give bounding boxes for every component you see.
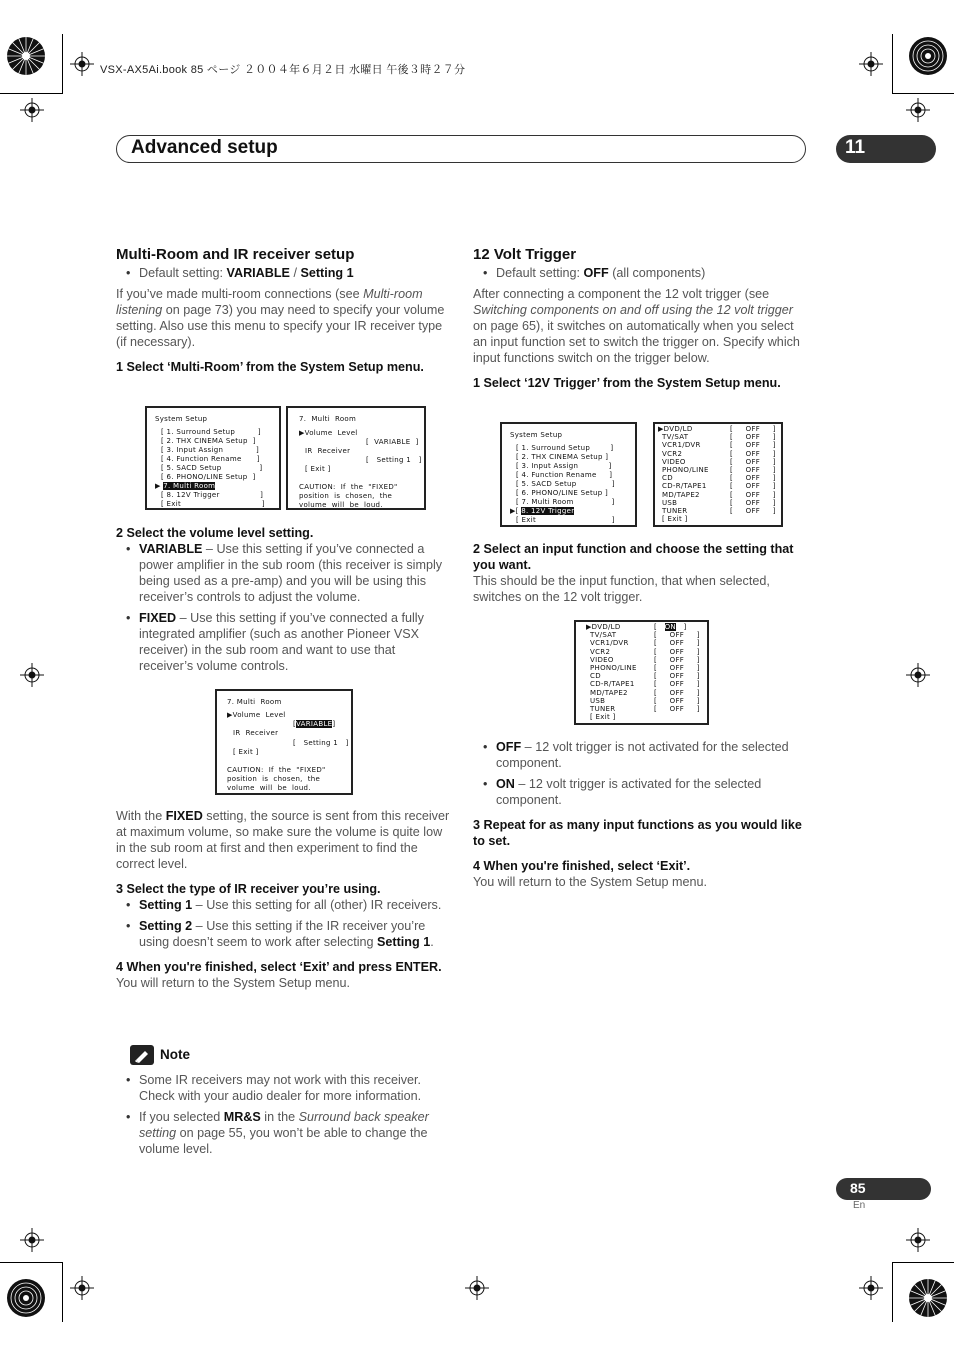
osd-menu-item: [ Exit ] <box>516 516 615 524</box>
intro-paragraph: If you’ve made multi-room connections (see Multi-room listening on page 73) you may need to specify your volume setting. Also use this menu to specify your IR receiver type (if necessary). <box>116 287 445 349</box>
osd-input-value: [ OFF ] <box>730 466 776 474</box>
osd-menu-item: [ 5. SACD Setup ] <box>516 480 615 488</box>
osd-menu-item: [ 3. Input Assign ] <box>161 446 260 454</box>
crop-circle-top-right <box>906 34 950 78</box>
osd-input-name: TV/SAT <box>662 433 689 442</box>
left-column <box>116 246 450 375</box>
step-4: 4 When you're finished, select ‘Exit’ and press ENTER. <box>116 960 442 974</box>
osd-input-value: [ OFF ] <box>730 482 776 491</box>
osd-input-name: VIDEO <box>662 457 686 466</box>
osd-input-value: [ OFF ] <box>654 696 700 705</box>
osd-exit: [ Exit ] <box>590 713 616 722</box>
osd-trigger-list <box>653 422 783 527</box>
osd-menu-item: [ 1. Surround Setup ] <box>516 444 614 452</box>
step-2: 2 Select an input function and choose the setting that you want. <box>473 542 794 572</box>
osd-input-value: [ OFF ] <box>730 507 776 515</box>
osd-input-value: [ OFF ] <box>654 639 700 648</box>
step-3: 3 Select the type of IR receiver you’re using. <box>116 882 381 896</box>
osd-input-name: TUNER <box>662 507 688 515</box>
osd-input-value: [ OFF ] <box>654 672 700 681</box>
osd-input-name: PHONO/LINE <box>590 664 637 672</box>
osd-input-value: [ OFF ] <box>730 457 776 466</box>
left-column-3 <box>116 808 450 991</box>
osd-input-value: [ OFF ] <box>730 449 776 458</box>
osd-input-value: [ OFF ] <box>654 680 700 689</box>
osd-input-name: VIDEO <box>590 655 614 664</box>
osd-input-name: VCR1/DVR <box>590 639 629 648</box>
ir-options <box>116 897 450 950</box>
osd-input-name: USB <box>662 498 678 507</box>
return-text: You will return to the System Setup menu. <box>116 976 351 990</box>
osd-input-name: CD-R/TAPE1 <box>662 482 707 491</box>
step-4: 4 When you're finished, select ‘Exit’. <box>473 859 691 873</box>
intro-paragraph: After connecting a component the 12 volt trigger (see Switching components on and off using the 12 volt trigger on page 65), it switches on automatically when you select an input function set to switch the trigger on. Specify which input functions switch on the trigger below. <box>473 287 800 365</box>
osd-input-value-selected: [ ON ] <box>654 623 687 631</box>
osd-input-value: [ OFF ] <box>654 705 700 713</box>
step-1: 1 Select ‘12V Trigger’ from the System Setup menu. <box>473 376 781 390</box>
osd-input-name: CD-R/TAPE1 <box>590 680 635 689</box>
osd-input-value: [ OFF ] <box>654 688 700 697</box>
page-number: 85 <box>850 1180 866 1196</box>
note-list-container <box>116 1072 450 1157</box>
osd-menu-item: [ Exit ] <box>161 500 265 508</box>
osd-exit: [ Exit ] <box>662 515 688 524</box>
default-setting-list <box>116 265 450 281</box>
osd-menu-item: [ 2. THX CINEMA Setup ] <box>161 437 256 445</box>
osd-input-name: MD/TAPE2 <box>662 490 700 499</box>
osd-menu-item: [ 7. Multi Room ] <box>516 498 615 506</box>
osd-input-value: [ OFF ] <box>730 441 776 450</box>
osd-menu-item-selected: ▶[ 8. 12V Trigger <box>510 507 575 515</box>
note-pencil-icon <box>130 1045 154 1065</box>
chapter-badge <box>836 135 936 163</box>
registration-mark-icon <box>465 1276 489 1300</box>
osd-input-name: PHONO/LINE <box>662 466 709 474</box>
fixed-explanation: With the FIXED setting, the source is sent from this receiver at maximum volume, so make sure the volume is quite low in the sub room at first and then experiment to find the correct level. <box>116 809 450 871</box>
option-setting-1: • Setting 1 – Use this setting for all (other) IR receivers. <box>116 897 450 913</box>
osd-input-value: [ OFF ] <box>654 664 700 672</box>
osd-input-name: MD/TAPE2 <box>590 688 628 697</box>
osd-menu-item: [ 2. THX CINEMA Setup ] <box>516 453 609 461</box>
step-2: 2 Select the volume level setting. <box>116 526 314 540</box>
registration-mark-icon <box>906 663 930 687</box>
osd-input-value: [ OFF ] <box>730 425 776 433</box>
chapter-number: 11 <box>845 137 866 158</box>
registration-mark-icon <box>906 98 930 122</box>
registration-mark-icon <box>20 1228 44 1252</box>
osd-input-name: VCR2 <box>590 647 611 656</box>
osd-menu-item: [ 5. SACD Setup ] <box>161 464 263 472</box>
crop-circle-top-left <box>4 34 48 78</box>
osd-menu-item: [ 3. Input Assign ] <box>516 462 612 470</box>
osd-input-name: TUNER <box>590 705 616 713</box>
heading-12-volt-trigger: 12 Volt Trigger <box>473 246 577 263</box>
osd-trigger-edit <box>574 620 709 725</box>
osd-multi-room-variable: 7. Multi Room ▶Volume Level [VARIABLE] IR Receiver [ Setting 1 ] [ Exit ] CAUTION: If the "FIXED" position is chosen, the volume will be loud. <box>215 689 353 795</box>
osd-menu-item: [ 6. PHONO/LINE Setup ] <box>516 489 609 497</box>
registration-mark-icon <box>20 98 44 122</box>
osd-multi-room: 7. Multi Room ▶Volume Level [ VARIABLE ] IR Receiver [ Setting 1 ] [ Exit ] CAUTION: If the "FIXED" position is chosen, the volume will be loud. <box>286 406 426 510</box>
step-1: 1 Select ‘Multi-Room’ from the System Setup menu. <box>116 360 424 374</box>
note-list <box>116 1072 450 1157</box>
note-item: • Some IR receivers may not work with this receiver. Check with your audio dealer for more information. <box>116 1072 450 1104</box>
heading-multi-room: Multi-Room and IR receiver setup <box>116 246 355 263</box>
osd-input-name: VCR1/DVR <box>662 441 701 450</box>
option-off: • OFF – 12 volt trigger is not activated for the selected component. <box>473 739 808 771</box>
osd-input-value: [ OFF ] <box>730 474 776 483</box>
osd-menu-item: [ 8. 12V Trigger ] <box>161 491 264 499</box>
note-label: Note <box>160 1047 190 1062</box>
right-column-3 <box>473 739 808 890</box>
osd-input-name: ▶DVD/LD <box>658 425 693 433</box>
print-metadata: VSX-AX5Ai.book 85 ページ ２００４年６月２日 水曜日 午後３時２７分 <box>100 64 466 76</box>
crop-circle-bottom-right <box>906 1276 950 1320</box>
step-2-text: This should be the input function, that when selected, switches on the 12 volt trigger. <box>473 574 770 604</box>
osd-input-value: [ OFF ] <box>654 631 700 640</box>
osd-menu-item: [ 4. Function Rename ] <box>516 471 613 479</box>
osd-menu-item: [ 4. Function Rename ] <box>161 455 260 463</box>
osd-input-name: CD <box>662 474 673 483</box>
volume-options <box>116 541 450 674</box>
osd-input-value: [ OFF ] <box>654 655 700 664</box>
osd-input-value: [ OFF ] <box>730 498 776 507</box>
default-setting: • Default setting: OFF (all components) <box>473 265 808 281</box>
option-on: • ON – 12 volt trigger is activated for the selected component. <box>473 776 808 808</box>
osd-menu-item-selected: ▶ 7. Multi Room <box>155 482 216 490</box>
step-3: 3 Repeat for as many input functions as you would like to set. <box>473 818 802 848</box>
osd-input-name: VCR2 <box>662 449 683 458</box>
section-title: Advanced setup <box>131 137 278 158</box>
osd-input-name: ▶DVD/LD <box>586 623 621 631</box>
registration-mark-icon <box>859 52 883 76</box>
osd-menu-item: [ 1. Surround Setup ] <box>161 428 261 436</box>
left-column-2 <box>116 525 450 674</box>
osd-system-setup-right: System Setup [ 1. Surround Setup ] [ 2. THX CINEMA Setup ] [ 3. Input Assign ] [ 4. Function Rename ] [ 5. SACD Setup ] [ 6. PHONO/LINE Setup ] [ 7. Multi Room ] ▶[ 8. 12V Trigger [ Exit ] <box>500 422 637 527</box>
trigger-options <box>473 739 808 808</box>
right-column-2 <box>473 541 808 605</box>
language-code: En <box>853 1200 866 1211</box>
osd-input-value: [ OFF ] <box>654 647 700 656</box>
return-text: You will return to the System Setup menu. <box>473 875 708 889</box>
osd-system-setup: System Setup [ 1. Surround Setup ] [ 2. THX CINEMA Setup ] [ 3. Input Assign ] [ 4. Function Rename ] [ 5. SACD Setup ] [ 6. PHONO/LINE Setup ] ▶ 7. Multi Room [ 8. 12V Trigger ] [ Exit ] <box>145 406 281 510</box>
section-title-bar <box>116 135 806 163</box>
crop-circle-bottom-left <box>4 1276 48 1320</box>
default-setting-list <box>473 265 808 281</box>
osd-input-value: [ OFF ] <box>730 490 776 499</box>
osd-input-name: USB <box>590 696 606 705</box>
osd-input-value: [ OFF ] <box>730 433 776 442</box>
registration-mark-icon <box>70 52 94 76</box>
option-setting-2: • Setting 2 – Use this setting if the IR receiver you’re using doesn’t seem to work after selecting Setting 1. <box>116 918 450 950</box>
osd-input-name: CD <box>590 672 601 681</box>
default-setting: • Default setting: VARIABLE / Setting 1 <box>116 265 450 281</box>
note-item: • If you selected MR&S in the Surround back speaker setting on page 55, you won’t be able to change the volume level. <box>116 1109 450 1157</box>
registration-mark-icon <box>20 663 44 687</box>
page-number-badge <box>836 1178 931 1200</box>
right-column <box>473 246 808 391</box>
option-variable: • VARIABLE – Use this setting if you’ve connected a power amplifier in the sub room (this receiver is simply being used as a pre-amp) and you will be using this receiver’s controls to adjust the volume. <box>116 541 450 605</box>
osd-input-name: TV/SAT <box>590 631 617 640</box>
registration-mark-icon <box>906 1228 930 1252</box>
registration-mark-icon <box>859 1276 883 1300</box>
option-fixed: • FIXED – Use this setting if you’ve connected a fully integrated amplifier (such as another Pioneer VSX receiver) in the sub room and want to use that receiver’s volume controls. <box>116 610 450 674</box>
registration-mark-icon <box>70 1276 94 1300</box>
osd-menu-item: [ 6. PHONO/LINE Setup ] <box>161 473 256 481</box>
